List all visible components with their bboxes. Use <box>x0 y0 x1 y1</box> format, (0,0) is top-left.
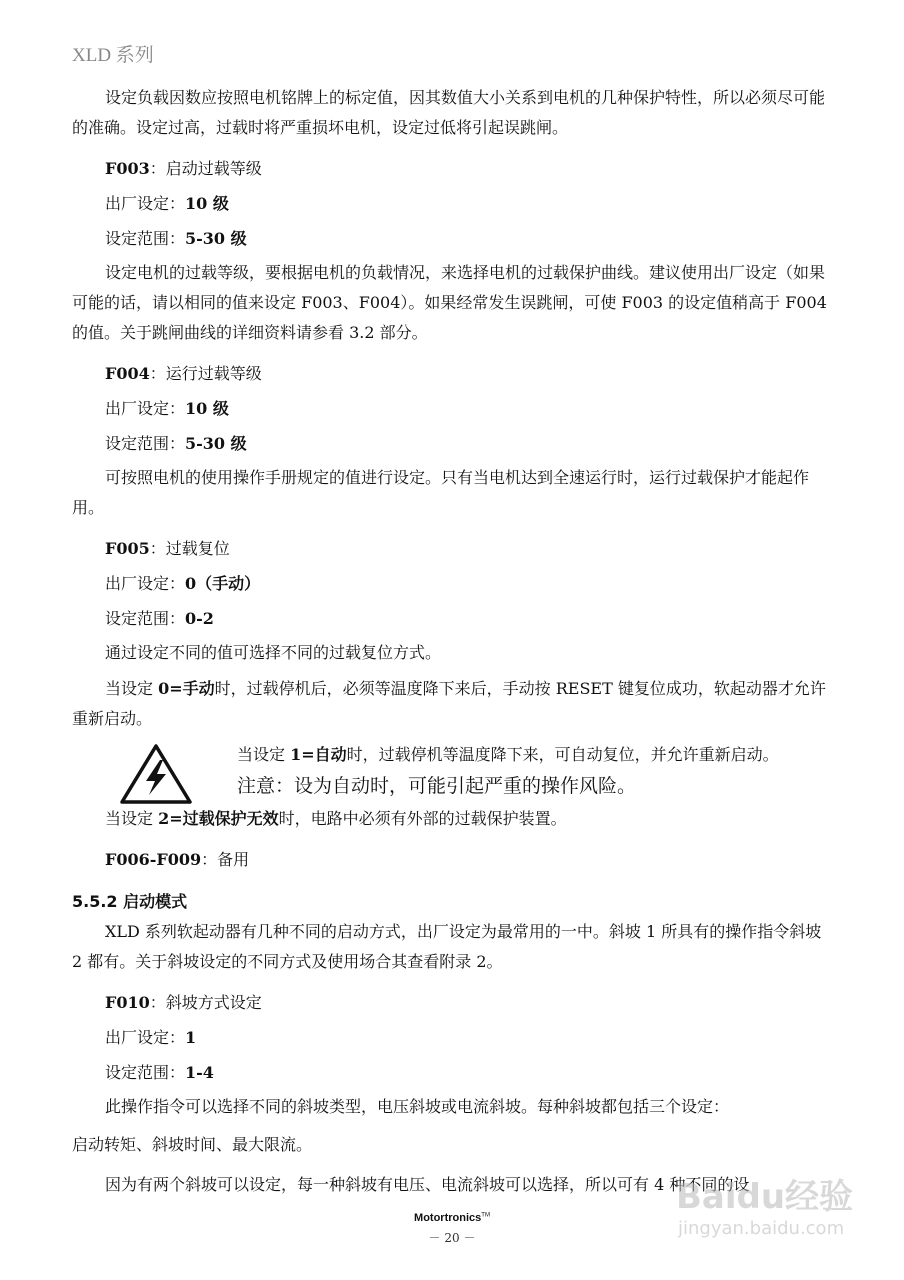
text-prefix: 当设定 <box>105 809 159 828</box>
paragraph-protection-disabled <box>72 804 834 834</box>
param-f010-title <box>72 987 834 1018</box>
paragraph-ramp-settings: 启动转矩、斜坡时间、最大限流。 <box>72 1135 313 1154</box>
paragraph-reset-modes: 通过设定不同的值可选择不同的过载复位方式。 <box>105 643 442 662</box>
param-f005-default <box>72 568 834 599</box>
param-f005-range <box>72 603 834 634</box>
param-f003-default <box>72 188 834 219</box>
footer-brand <box>0 1212 904 1224</box>
param-name: ：备用 <box>201 850 250 869</box>
watermark-text: Baidu经验 <box>676 1177 854 1217</box>
param-f003-title <box>72 153 834 184</box>
range-value: 1-4 <box>185 1063 214 1082</box>
param-f006-title <box>72 844 834 875</box>
range-value: 0-2 <box>185 609 214 628</box>
text-prefix: 当设定 <box>105 679 159 698</box>
paragraph-start-modes: XLD 系列软起动器有几种不同的启动方式，出厂设定为最常用的一中。斜坡 1 所具有的操作指令斜坡 2 都有。关于斜坡设定的不同方式及使用场合其查看附录 2。 <box>72 922 822 971</box>
auto-reset-text <box>237 740 779 770</box>
page-content <box>72 83 834 1200</box>
param-code: F004 <box>105 364 150 383</box>
caution-text: 注意：设为自动时，可能引起严重的操作风险。 <box>237 775 637 797</box>
param-f010-range <box>72 1057 834 1088</box>
param-code: F003 <box>105 159 150 178</box>
paragraph-run-overload: 可按照电机的使用操作手册规定的值进行设定。只有当电机达到全速运行时，运行过载保护才能起作用。 <box>72 468 810 517</box>
paragraph-ramp-count: 因为有两个斜坡可以设定，每一种斜坡有电压、电流斜坡可以选择，所以可有 4 种不同的设 <box>105 1175 750 1194</box>
param-name: ：过载复位 <box>149 539 230 558</box>
param-f003-range <box>72 223 834 254</box>
section-heading: 5.5.2 启动模式 <box>72 892 188 911</box>
text-suffix: 时，过载停机后，必须等温度降下来后，手动按 RESET 键复位成功，软起动器才允许重新启动。 <box>72 679 826 728</box>
param-f005-title <box>72 533 834 564</box>
range-label: 设定范围： <box>105 229 186 248</box>
text-bold: 1=自动 <box>290 745 347 764</box>
param-f004-range <box>72 428 834 459</box>
high-voltage-warning-icon <box>118 742 194 806</box>
default-label: 出厂设定： <box>105 1028 186 1047</box>
text-bold: 0=手动 <box>158 679 215 698</box>
warning-block <box>72 740 834 804</box>
text-bold: 2=过载保护无效 <box>158 809 279 828</box>
range-label: 设定范围： <box>105 434 186 453</box>
param-name: ：斜坡方式设定 <box>149 993 262 1012</box>
page-header: XLD 系列 <box>72 45 154 66</box>
default-value: 1 <box>185 1028 197 1047</box>
param-f004-default <box>72 393 834 424</box>
paragraph-load-factor: 设定负载因数应按照电机铭牌上的标定值，因其数值大小关系到电机的几种保护特性，所以必须尽可能的准确。设定过高，过载时将严重损坏电机，设定过低将引起误跳闸。 <box>72 88 826 137</box>
param-f004-title <box>72 358 834 389</box>
brand-name: Motortronics <box>414 1212 482 1224</box>
default-label: 出厂设定： <box>105 399 186 418</box>
text-suffix: 时，电路中必须有外部的过载保护装置。 <box>278 809 567 828</box>
param-code: F006-F009 <box>105 850 202 869</box>
param-code: F010 <box>105 993 150 1012</box>
watermark-url: jingyan.baidu.com <box>678 1218 845 1239</box>
param-code: F005 <box>105 539 150 558</box>
param-name: ：启动过载等级 <box>149 159 262 178</box>
paragraph-ramp-types: 此操作指令可以选择不同的斜坡类型，电压斜坡或电流斜坡。每种斜坡都包括三个设定： <box>105 1097 730 1116</box>
paragraph-overload-class: 设定电机的过载等级，要根据电机的负载情况，来选择电机的过载保护曲线。建议使用出厂设定（如果可能的话，请以相同的值来设定 F003、F004）。如果经常发生误跳闸，可使 F003 的设定值稍高于 F004 的值。关于跳闸曲线的详细资料请参看 3.2 部分。 <box>72 263 827 342</box>
default-value: 10 级 <box>185 399 229 418</box>
range-value: 5-30 级 <box>185 434 247 453</box>
range-label: 设定范围： <box>105 609 186 628</box>
default-value: 10 级 <box>185 194 229 213</box>
param-f010-default <box>72 1022 834 1053</box>
text-prefix: 当设定 <box>237 745 291 764</box>
default-label: 出厂设定： <box>105 194 186 213</box>
default-value: 0（手动） <box>185 574 261 593</box>
paragraph-manual-reset <box>72 674 834 734</box>
default-label: 出厂设定： <box>105 574 186 593</box>
param-name: ：运行过载等级 <box>149 364 262 383</box>
range-value: 5-30 级 <box>185 229 247 248</box>
page-number: － 20 － <box>428 1231 476 1245</box>
range-label: 设定范围： <box>105 1063 186 1082</box>
text-suffix: 时，过载停机等温度降下来，可自动复位，并允许重新启动。 <box>346 745 779 764</box>
trademark: TM <box>481 1212 490 1219</box>
